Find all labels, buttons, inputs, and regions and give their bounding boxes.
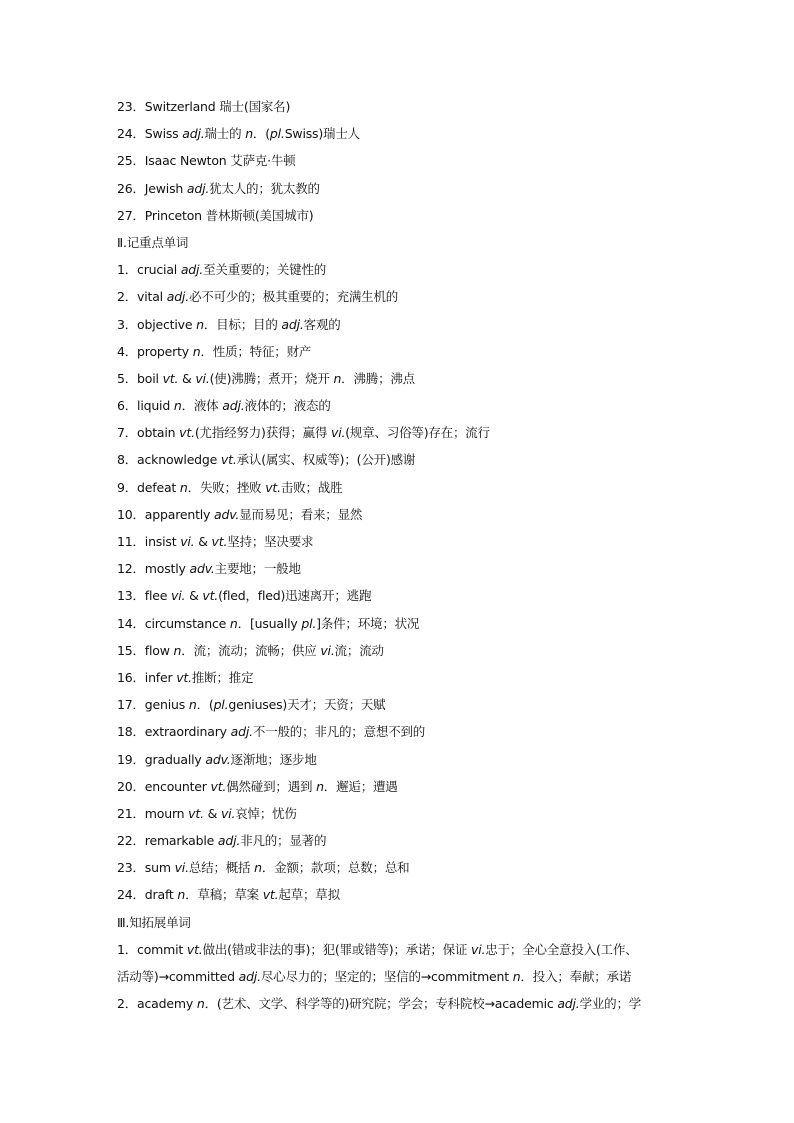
line-text: 逐渐地；逐步地 (230, 751, 317, 767)
part-of-speech-abbr: adj. (166, 289, 189, 305)
part-of-speech-abbr: vt. (179, 425, 195, 441)
line-text: 1．commit (117, 941, 187, 957)
line-text: ．金额；款项；总数；总和 (261, 860, 410, 876)
part-of-speech-abbr: vi. (180, 534, 195, 549)
line-text: ．草稿；草案 (185, 887, 263, 903)
vocab-line (117, 909, 697, 936)
vocab-line (117, 881, 697, 908)
vocab-line (117, 746, 697, 773)
line-text: 11．insist (117, 534, 181, 549)
vocabulary-list (117, 93, 697, 1017)
line-text: 做出(错或非法的事)；犯(罪或错等)；承诺；保证 (202, 941, 472, 957)
vocab-line (117, 365, 697, 392)
part-of-speech-abbr: n (192, 343, 201, 359)
part-of-speech-abbr: n (229, 615, 238, 631)
part-of-speech-abbr: adv. (189, 561, 215, 577)
vocab-line (117, 610, 697, 637)
vocab-line (117, 419, 697, 446)
line-text: 坚持；坚决要求 (227, 534, 314, 549)
line-text: (fled，fled)迅速离开；逃跑 (218, 588, 372, 604)
line-text: 主要地；一般地 (214, 561, 301, 577)
line-text: ．目标；目的 (203, 316, 282, 332)
line-text: & (203, 805, 221, 821)
vocab-line (117, 283, 697, 310)
part-of-speech-abbr: vt. (202, 588, 219, 604)
line-text: 9．defeat (117, 479, 180, 495)
line-text: 液体的；液态的 (244, 398, 331, 414)
line-text: 15．flow (117, 642, 174, 658)
line-text: 忠于；全心全意投入(工作、 (485, 941, 638, 957)
line-text: 起草；草拟 (278, 887, 340, 903)
part-of-speech-abbr: vi. (471, 941, 486, 957)
line-text: & (194, 534, 212, 549)
line-text: 总结；概括 (188, 860, 255, 876)
part-of-speech-abbr: n (245, 126, 253, 142)
part-of-speech-abbr: n (173, 398, 182, 414)
part-of-speech-abbr: vt. (211, 534, 228, 549)
line-text: ．邂逅；遭遇 (323, 778, 398, 794)
part-of-speech-abbr: pl. (213, 697, 229, 713)
line-text: 17．genius (117, 697, 189, 713)
part-of-speech-abbr: adj. (186, 180, 210, 196)
vocab-line (117, 338, 697, 365)
vocab-line (117, 501, 697, 528)
part-of-speech-abbr: vi. (220, 805, 236, 821)
line-text: 7．obtain (117, 425, 180, 441)
vocab-line (117, 637, 697, 664)
vocab-line (117, 718, 697, 745)
line-text: ．液体 (181, 398, 223, 414)
line-text: 犹太人的；犹太教的 (209, 180, 320, 196)
line-text: 12．mostly (117, 561, 190, 577)
part-of-speech-abbr: vi. (195, 370, 210, 386)
line-text: 24．Swiss (117, 126, 183, 142)
line-text: 27．Princeton 普林斯顿(美国城市) (117, 207, 314, 223)
line-text: 3．objective (117, 316, 197, 332)
part-of-speech-abbr: adj. (230, 724, 253, 740)
line-text: 击败；战胜 (280, 479, 343, 495)
line-text: 19．gradually (117, 751, 206, 767)
line-text: ．沸腾；沸点 (341, 370, 415, 386)
line-text: & (178, 370, 196, 386)
vocab-line (117, 528, 697, 555)
part-of-speech-abbr: adj. (238, 969, 261, 984)
line-text: 2．academy (117, 996, 197, 1012)
part-of-speech-abbr: n (254, 860, 262, 876)
part-of-speech-abbr: n (179, 479, 188, 495)
line-text: Ⅲ.知拓展单词 (117, 914, 191, 930)
part-of-speech-abbr: adj. (217, 833, 241, 849)
vocab-line (117, 93, 697, 120)
line-text: 显而易见；看来；显然 (239, 506, 363, 522)
line-text: ．流；流动；流畅；供应 (181, 642, 321, 658)
part-of-speech-abbr: n (512, 969, 521, 984)
part-of-speech-abbr: n (177, 887, 186, 903)
part-of-speech-abbr: vi. (320, 642, 335, 658)
line-text: 承认(属实、权威等)；(公开)感谢 (236, 452, 416, 468)
part-of-speech-abbr: vt. (262, 887, 279, 903)
line-text: 8．acknowledge (117, 452, 221, 468)
line-text: 26．Jewish (117, 180, 187, 196)
line-text: 25．Isaac Newton 艾萨克·牛顿 (117, 153, 296, 169)
part-of-speech-abbr: vt. (162, 370, 179, 386)
part-of-speech-abbr: n (196, 996, 205, 1012)
vocab-line (117, 963, 697, 990)
part-of-speech-abbr: n (316, 778, 324, 794)
vocab-line (117, 229, 697, 256)
line-text: 1．crucial (117, 262, 181, 278)
part-of-speech-abbr: vt. (176, 669, 192, 685)
line-text: 22．remarkable (117, 833, 218, 849)
vocab-line (117, 854, 697, 881)
line-text: 流；流动 (334, 642, 384, 658)
vocab-line (117, 800, 697, 827)
vocab-line (117, 311, 697, 338)
line-text: 非凡的；显著的 (240, 833, 327, 849)
vocab-line (117, 392, 697, 419)
line-text: 尽心尽力的；坚定的；坚信的→commitment (260, 969, 513, 984)
part-of-speech-abbr: adv. (214, 506, 240, 522)
line-text: ．[usually (237, 615, 302, 631)
line-text: 13．flee (117, 588, 172, 604)
part-of-speech-abbr: vt. (186, 941, 203, 957)
vocab-line (117, 175, 697, 202)
line-text: 客观的 (303, 316, 341, 332)
vocab-line (117, 202, 697, 229)
line-text: Swiss)瑞士人 (284, 126, 360, 142)
line-text: 瑞士的 (204, 126, 246, 142)
part-of-speech-abbr: vt. (188, 805, 204, 821)
line-text: (尤指经努力)获得；赢得 (194, 425, 331, 441)
part-of-speech-abbr: adj. (281, 316, 304, 332)
part-of-speech-abbr: vi. (174, 860, 189, 876)
part-of-speech-abbr: vi. (331, 425, 346, 441)
line-text: 学业的；学 (579, 996, 642, 1012)
vocab-line (117, 147, 697, 174)
line-text: (规章、习俗等)存在；流行 (345, 425, 490, 441)
line-text: 24．draft (117, 887, 178, 903)
line-text: ]条件；环境；状况 (316, 615, 420, 631)
line-text: 6．liquid (117, 398, 174, 414)
line-text: 10．apparently (117, 506, 215, 522)
part-of-speech-abbr: n (333, 370, 342, 386)
part-of-speech-abbr: vt. (265, 479, 281, 495)
line-text: 14．circumstance (117, 615, 230, 631)
vocab-line (117, 120, 697, 147)
vocab-line (117, 664, 697, 691)
line-text: ．失败；挫败 (187, 479, 266, 495)
part-of-speech-abbr: n (173, 642, 182, 658)
line-text: 不一般的；非凡的；意想不到的 (252, 724, 426, 740)
line-text: ．( (196, 697, 214, 713)
vocab-line (117, 691, 697, 718)
part-of-speech-abbr: n (188, 697, 197, 713)
line-text: 21．mourn (117, 805, 189, 821)
vocab-line (117, 474, 697, 501)
vocab-line (117, 990, 697, 1017)
part-of-speech-abbr: vt. (220, 452, 237, 468)
line-text: 2．vital (117, 289, 167, 305)
line-text: & (185, 588, 203, 604)
line-text: 5．boil (117, 370, 163, 386)
line-text: ．(艺术、文学、科学等的)研究院；学会；专科院校→academic (204, 996, 558, 1012)
line-text: 偶然碰到；遇到 (226, 778, 317, 794)
part-of-speech-abbr: adj. (182, 126, 205, 142)
line-text: 23．sum (117, 860, 175, 876)
part-of-speech-abbr: adj. (222, 398, 245, 414)
line-text: ．性质；特征；财产 (200, 343, 312, 359)
line-text: geniuses)天才；天资；天赋 (228, 697, 386, 713)
part-of-speech-abbr: adj. (557, 996, 580, 1012)
vocab-line (117, 256, 697, 283)
vocab-line (117, 582, 697, 609)
vocab-line (117, 827, 697, 854)
line-text: 16．infer (117, 669, 177, 685)
line-text: 18．extraordinary (117, 724, 231, 740)
line-text: 哀悼；忧伤 (235, 805, 297, 821)
part-of-speech-abbr: pl. (301, 615, 317, 631)
part-of-speech-abbr: adv. (205, 751, 231, 767)
part-of-speech-abbr: vi. (171, 588, 186, 604)
line-text: 4．property (117, 343, 193, 359)
line-text: 活动等)→committed (117, 969, 239, 984)
vocab-line (117, 936, 697, 963)
line-text: 推断；推定 (191, 669, 254, 685)
line-text: 23．Switzerland 瑞士(国家名) (117, 99, 291, 114)
line-text: 20．encounter (117, 778, 211, 794)
part-of-speech-abbr: adj. (180, 262, 204, 278)
vocab-line (117, 555, 697, 582)
line-text: ．( (252, 126, 270, 142)
line-text: ．投入；奉献；承诺 (520, 969, 632, 984)
part-of-speech-abbr: vt. (210, 778, 227, 794)
vocab-line (117, 446, 697, 473)
line-text: Ⅱ.记重点单词 (117, 234, 189, 250)
line-text: 至关重要的；关键性的 (203, 262, 327, 278)
part-of-speech-abbr: n (196, 316, 204, 332)
part-of-speech-abbr: pl. (269, 126, 285, 142)
line-text: (使)沸腾；煮开；烧开 (209, 370, 334, 386)
vocab-line (117, 773, 697, 800)
line-text: 必不可少的；极其重要的；充满生机的 (188, 289, 399, 305)
